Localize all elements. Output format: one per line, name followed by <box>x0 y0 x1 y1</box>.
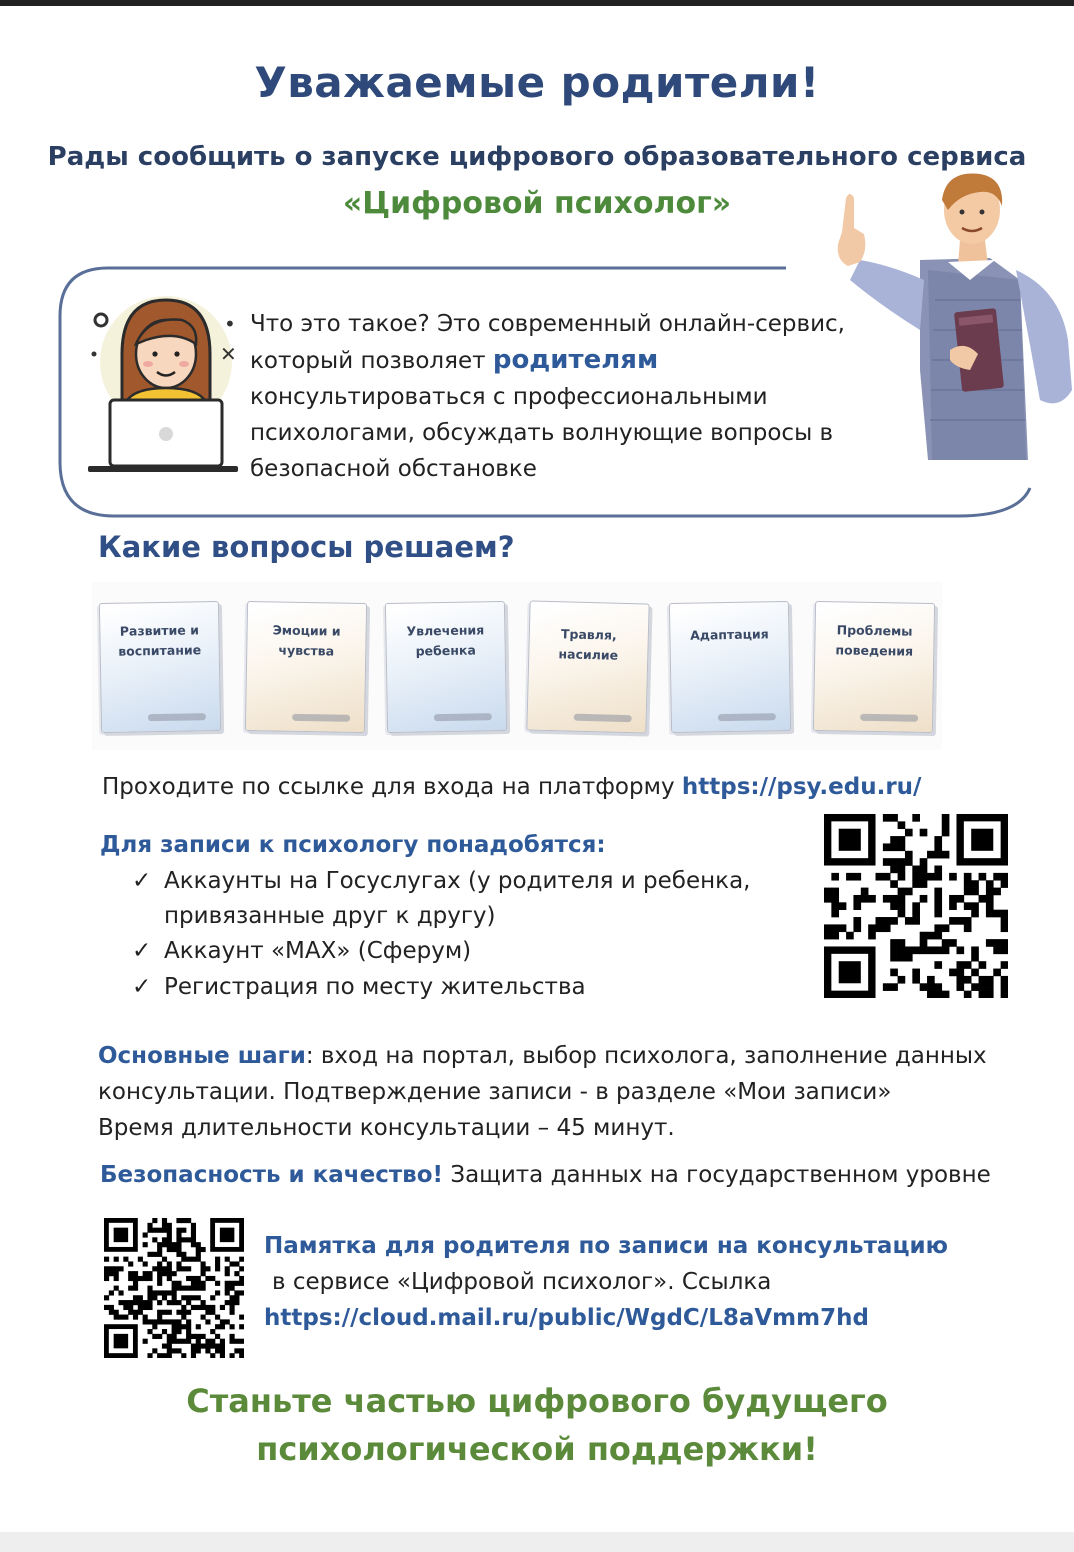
requirement-item: ✓ Регистрация по месту жительства <box>132 970 586 1005</box>
safety-label: Безопасность и качество! <box>100 1162 444 1188</box>
cross-icon: ✕ <box>220 342 237 366</box>
woman-laptop-illustration <box>86 292 242 474</box>
questions-heading: Какие вопросы решаем? <box>98 530 515 564</box>
topic-card: Эмоции и чувства <box>245 601 367 733</box>
footer-line-2: психологической поддержки! <box>256 1430 818 1468</box>
safety-line: Безопасность и качество! Защита данных на государственном уровне <box>100 1162 991 1188</box>
requirement-item: ✓ Аккаунт «MAX» (Сферум) <box>132 934 471 969</box>
memo-block: Памятка для родителя по записи на консультацию в сервисе «Цифровой психолог». Ссылка https://cloud.mail.ru/public/WgdC/L8aVmm7hd <box>264 1228 948 1336</box>
main-steps: Основные шаги: вход на портал, выбор психолога, заполнение данных консультации. Подтверждение записи - в разделе «Мои записи» Время длительности консультации – 45 минут. <box>98 1043 987 1141</box>
footer-line-1: Станьте частью цифрового будущего <box>186 1382 888 1420</box>
intro-text: Что это такое? Это современный онлайн-сервис, который позволяет родителям консультироваться с профессиональными психологами, обсуждать волнующие вопросы в безопасной обстановке <box>250 311 845 482</box>
page-title: Уважаемые родители! <box>254 58 820 107</box>
topic-card: Проблемы поведения <box>813 601 935 733</box>
platform-link[interactable]: https://psy.edu.ru/ <box>681 774 922 800</box>
check-icon: ✓ <box>132 974 152 1000</box>
page-subtitle: Рады сообщить о запуске цифрового образовательного сервиса <box>47 142 1027 172</box>
topic-card: Увлечения ребенка <box>385 601 507 733</box>
bullet-dot-icon: • <box>224 312 236 336</box>
memo-link[interactable]: https://cloud.mail.ru/public/WgdC/L8aVmm7hd <box>264 1305 869 1331</box>
platform-line: Проходите по ссылке для входа на платформу https://psy.edu.ru/ <box>102 774 922 800</box>
service-name: «Цифровой психолог» <box>342 186 732 221</box>
topic-card: Развитие и воспитание <box>99 601 221 733</box>
qr-code-memo[interactable] <box>104 1218 244 1358</box>
check-icon: ✓ <box>132 868 152 894</box>
topic-card: Адаптация <box>669 601 791 733</box>
top-border <box>0 0 1074 6</box>
bottom-border <box>0 1532 1074 1552</box>
parents-highlight: родителям <box>492 345 659 375</box>
qr-code-platform[interactable] <box>824 814 1008 998</box>
requirements-heading: Для записи к психологу понадобятся: <box>100 832 606 858</box>
steps-label: Основные шаги <box>98 1043 306 1069</box>
requirement-item: ✓ Аккаунты на Госуслугах (у родителя и ребенка, привязанные друг к другу) <box>132 864 750 934</box>
topic-card: Травля, насилие <box>526 600 649 733</box>
memo-label: Памятка для родителя по записи на консультацию <box>264 1233 948 1259</box>
check-icon: ✓ <box>132 938 152 964</box>
